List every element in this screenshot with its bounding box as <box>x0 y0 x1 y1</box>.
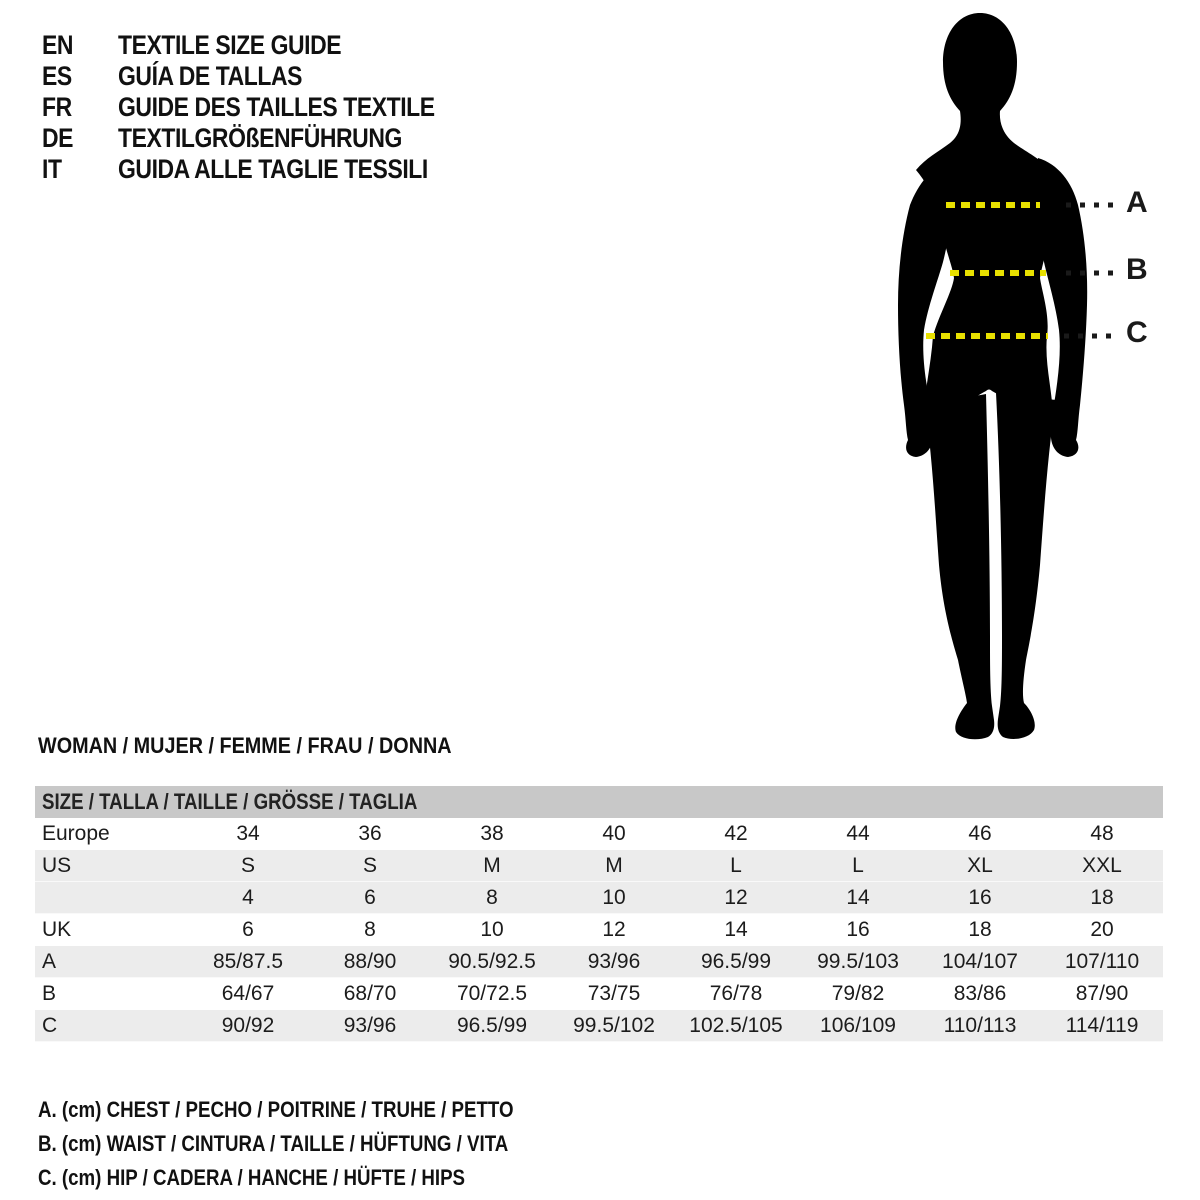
cell: 90.5/92.5 <box>448 950 536 973</box>
guide-title: GUIDE DES TAILLES TEXTILE <box>118 92 435 122</box>
cell: S <box>240 854 255 877</box>
cell: 64/67 <box>221 982 275 1005</box>
guide-title: TEXTILE SIZE GUIDE <box>118 30 342 60</box>
cell: 8 <box>364 918 376 941</box>
table-row-hip <box>35 1010 1163 1042</box>
table-row-waist <box>35 978 1163 1010</box>
cell: 10 <box>602 886 626 909</box>
cell: 96.5/99 <box>700 950 772 973</box>
cell: 34 <box>236 822 260 845</box>
cell: XXL <box>1082 854 1122 877</box>
cell: 79/82 <box>831 982 885 1005</box>
table-row-us-numeric <box>35 882 1163 914</box>
cell: 8 <box>486 886 498 909</box>
cell: 93/96 <box>587 950 641 973</box>
cell: 90/92 <box>221 1014 275 1037</box>
marker-label-waist: B <box>1126 253 1148 286</box>
guide-title: GUIDA ALLE TAGLIE TESSILI <box>118 154 428 184</box>
cell: XL <box>967 854 993 877</box>
row-label: C <box>42 1014 58 1037</box>
cell: 20 <box>1090 918 1114 941</box>
cell: 88/90 <box>343 950 397 973</box>
gender-heading: WOMAN / MUJER / FEMME / FRAU / DONNA <box>38 733 452 758</box>
cell: 96.5/99 <box>456 1014 528 1037</box>
guide-title: GUÍA DE TALLAS <box>118 61 303 91</box>
row-label: US <box>42 854 72 877</box>
table-row-uk <box>35 914 1163 946</box>
cell: 102.5/105 <box>689 1014 783 1037</box>
table-row-europe <box>35 818 1163 850</box>
cell: 16 <box>846 918 870 941</box>
cell: 114/119 <box>1065 1014 1139 1037</box>
row-label: B <box>42 982 57 1005</box>
cell: 106/109 <box>820 1014 896 1037</box>
cell: 104/107 <box>942 950 1018 973</box>
cell: 12 <box>724 886 748 909</box>
marker-label-chest: A <box>1126 186 1148 219</box>
row-label <box>35 882 187 914</box>
cell: 18 <box>968 918 992 941</box>
cell: 76/78 <box>709 982 763 1005</box>
language-code: IT <box>42 154 62 184</box>
table-row-chest <box>35 946 1163 978</box>
row-label: A <box>42 950 57 973</box>
woman-silhouette-svg <box>840 0 1200 760</box>
cell: 99.5/102 <box>573 1014 655 1037</box>
measurement-figure <box>840 0 1200 760</box>
cell: 68/70 <box>343 982 397 1005</box>
cell: 107/110 <box>1064 950 1140 973</box>
row-label: UK <box>42 918 72 941</box>
cell: L <box>852 854 864 877</box>
language-code: EN <box>42 30 74 60</box>
cell: 83/86 <box>953 982 1007 1005</box>
cell: 44 <box>846 822 870 845</box>
cell: M <box>605 854 623 877</box>
language-code: FR <box>42 92 72 122</box>
legend-chest: A. (cm) CHEST / PECHO / POITRINE / TRUHE / PETTO <box>38 1097 514 1122</box>
language-code: ES <box>42 61 72 91</box>
cell: 16 <box>968 886 992 909</box>
size-table <box>35 786 1163 1042</box>
legend-waist: B. (cm) WAIST / CINTURA / TAILLE / HÜFTUNG / VITA <box>38 1131 509 1156</box>
cell: 6 <box>364 886 376 909</box>
cell: 93/96 <box>343 1014 397 1037</box>
cell: 6 <box>242 918 254 941</box>
table-header-band <box>35 786 1163 818</box>
cell: 48 <box>1090 822 1114 845</box>
cell: 18 <box>1090 886 1114 909</box>
guide-title: TEXTILGRÖßENFÜHRUNG <box>118 123 402 153</box>
cell: 42 <box>724 822 748 845</box>
cell: 38 <box>480 822 504 845</box>
cell: S <box>362 854 377 877</box>
cell: 14 <box>846 886 870 909</box>
cell: 10 <box>480 918 504 941</box>
cell: M <box>483 854 501 877</box>
cell: 85/87.5 <box>212 950 284 973</box>
left-leg <box>924 394 994 739</box>
right-leg <box>996 393 1056 739</box>
legend-hip: C. (cm) HIP / CADERA / HANCHE / HÜFTE / HIPS <box>38 1165 466 1190</box>
cell: 87/90 <box>1075 982 1129 1005</box>
table-header-label: SIZE / TALLA / TAILLE / GRÖSSE / TAGLIA <box>42 789 418 814</box>
cell: 4 <box>242 886 254 909</box>
cell: L <box>730 854 742 877</box>
row-label: Europe <box>42 822 110 845</box>
cell: 14 <box>724 918 748 941</box>
cell: 73/75 <box>587 982 641 1005</box>
cell: 99.5/103 <box>817 950 899 973</box>
cell: 36 <box>358 822 382 845</box>
cell: 46 <box>968 822 992 845</box>
table-row-us <box>35 850 1163 882</box>
cell: 70/72.5 <box>456 982 528 1005</box>
marker-label-hip: C <box>1126 316 1148 349</box>
cell: 12 <box>602 918 626 941</box>
language-code: DE <box>42 123 74 153</box>
cell: 40 <box>602 822 626 845</box>
measurement-legend <box>38 1093 597 1195</box>
cell: 110/113 <box>943 1014 1017 1037</box>
